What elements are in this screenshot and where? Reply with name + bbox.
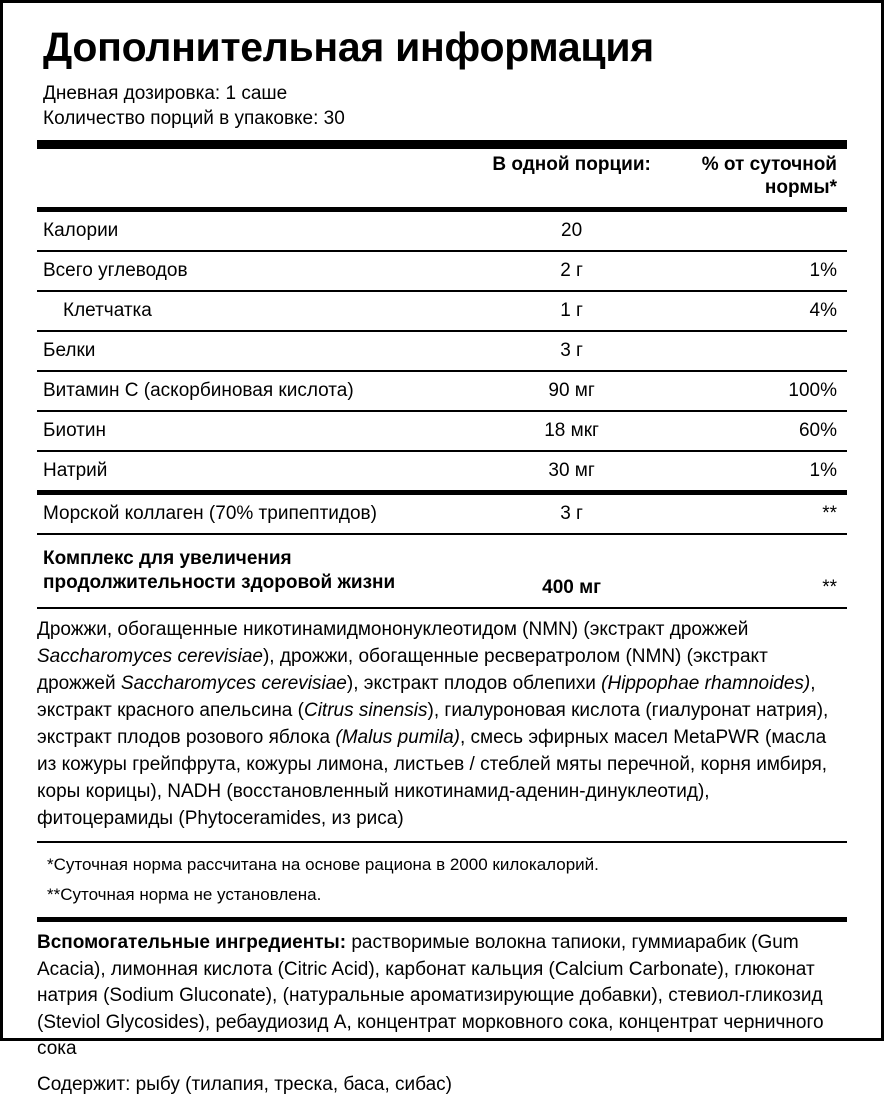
nutrient-amount: 2 г — [560, 260, 583, 282]
table-row — [37, 456, 847, 486]
nutrient-name: Биотин — [43, 420, 107, 442]
nutrition-table — [37, 149, 847, 847]
divider-row — [37, 837, 847, 847]
blend-name: Морской коллаген (70% трипептидов) — [43, 503, 377, 525]
divider-row — [37, 366, 847, 376]
divider-thick-top — [37, 140, 847, 149]
nutrient-daily-value — [669, 336, 847, 366]
footnote-daily-value: *Суточная норма рассчитана на основе рациона в 2000 килокалорий. — [47, 854, 599, 874]
divider-medium — [37, 207, 847, 212]
nutrient-daily-value: 1% — [809, 460, 837, 482]
nutrient-amount: 1 г — [560, 300, 583, 322]
nutrient-daily-value: 1% — [809, 260, 837, 282]
divider-row — [37, 203, 847, 216]
nutrient-name: Витамин С (аскорбиновая кислота) — [43, 380, 354, 402]
header-daily-value: % от суточной нормы* — [701, 154, 837, 199]
divider-medium — [37, 490, 847, 495]
ingredients-text: Дрожжи, обогащенные никотинамидмононуклеотидом (NMN) (экстракт дрожжей Saccharomyces cerevisiae), дрожжи, обогащенные ресвератролом (NMN) (экстракт дрожжей Saccharomyces cerevisiae), экстракт плодов облепихи (Hippophae rhamnoides), экстракт красного апельсина (Citrus sinensis), гиалуроновая кислота (гиалуронат натрия), экстракт плодов розового яблока (Malus pumila), смесь эфирных масел MetaPWR (масла из кожуры грейпфрута, кожуры лимона, листьев / стеблей мяты перечной, корня имбиря, коры корицы), NADH (восстановленный никотинамид-аденин-динуклеотид), фитоцерамиды (Phytoceramides, из риса) — [37, 618, 829, 829]
page-title: Дополнительная информация — [43, 24, 654, 70]
nutrient-daily-value: 60% — [798, 420, 837, 442]
other-ingredients — [37, 930, 847, 1063]
blend-amount: 3 г — [560, 503, 583, 525]
other-ingredients-label: Вспомогательные ингредиенты: — [37, 931, 347, 953]
table-row — [37, 216, 847, 246]
complex-name: Комплекс для увеличения продолжительности здоровой жизни — [43, 548, 396, 594]
complex-daily-value: ** — [822, 576, 837, 598]
divider-row — [37, 603, 847, 613]
table-row — [37, 336, 847, 366]
nutrient-amount: 18 мкг — [544, 420, 599, 442]
divider-row — [37, 326, 847, 336]
table-header-row — [37, 149, 847, 203]
divider-row — [37, 286, 847, 296]
table-row — [37, 376, 847, 406]
divider-thin — [37, 841, 847, 843]
header-amount: В одной порции: — [492, 154, 651, 176]
servings-per-container-line: Количество порций в упаковке: 30 — [43, 107, 345, 129]
nutrient-amount: 20 — [561, 220, 583, 242]
table-row — [37, 256, 847, 286]
contains-label: Содержит: — [37, 1073, 131, 1095]
divider-row — [37, 486, 847, 499]
divider-row — [37, 529, 847, 539]
serving-size-line: Дневная дозировка: 1 саше — [43, 82, 288, 104]
divider-bottom — [37, 917, 847, 922]
nutrient-daily-value: 4% — [809, 300, 837, 322]
table-row-complex — [37, 539, 847, 603]
nutrient-name: Белки — [43, 340, 96, 362]
divider-row — [37, 446, 847, 456]
table-row — [37, 499, 847, 529]
complex-amount: 400 мг — [542, 576, 602, 598]
nutrient-name: Калории — [43, 220, 119, 242]
ingredients-row — [37, 613, 847, 837]
nutrient-name: Всего углеводов — [43, 260, 188, 282]
footnote-no-dv: **Суточная норма не установлена. — [47, 884, 322, 904]
nutrient-name: Клетчатка — [63, 300, 152, 322]
nutrient-amount: 90 мг — [548, 380, 595, 402]
nutrient-amount: 3 г — [560, 340, 583, 362]
blend-daily-value: ** — [822, 503, 837, 525]
divider-row — [37, 406, 847, 416]
nutrient-daily-value — [669, 216, 847, 246]
contains-statement — [37, 1072, 847, 1098]
header-spacer — [37, 149, 474, 203]
table-row — [37, 296, 847, 326]
contains-text: рыбу (тилапия, треска, баса, сибас) — [130, 1073, 452, 1095]
table-row — [37, 416, 847, 446]
divider-row — [37, 246, 847, 256]
nutrient-daily-value: 100% — [788, 380, 837, 402]
nutrient-name: Натрий — [43, 460, 108, 482]
nutrient-amount: 30 мг — [548, 460, 595, 482]
other-ingredients-text: растворимые волокна тапиоки, гуммиарабик (Gum Acacia), лимонная кислота (Citric Acid), карбонат кальция (Calcium Carbonate), глюконат натрия (Sodium Gluconate), (натуральные ароматизирующие добавки), стевиол-гликозид (Steviol Glycosides), ребаудиозид А, концентрат морковного сока, концентрат черничного сока — [37, 931, 824, 1060]
